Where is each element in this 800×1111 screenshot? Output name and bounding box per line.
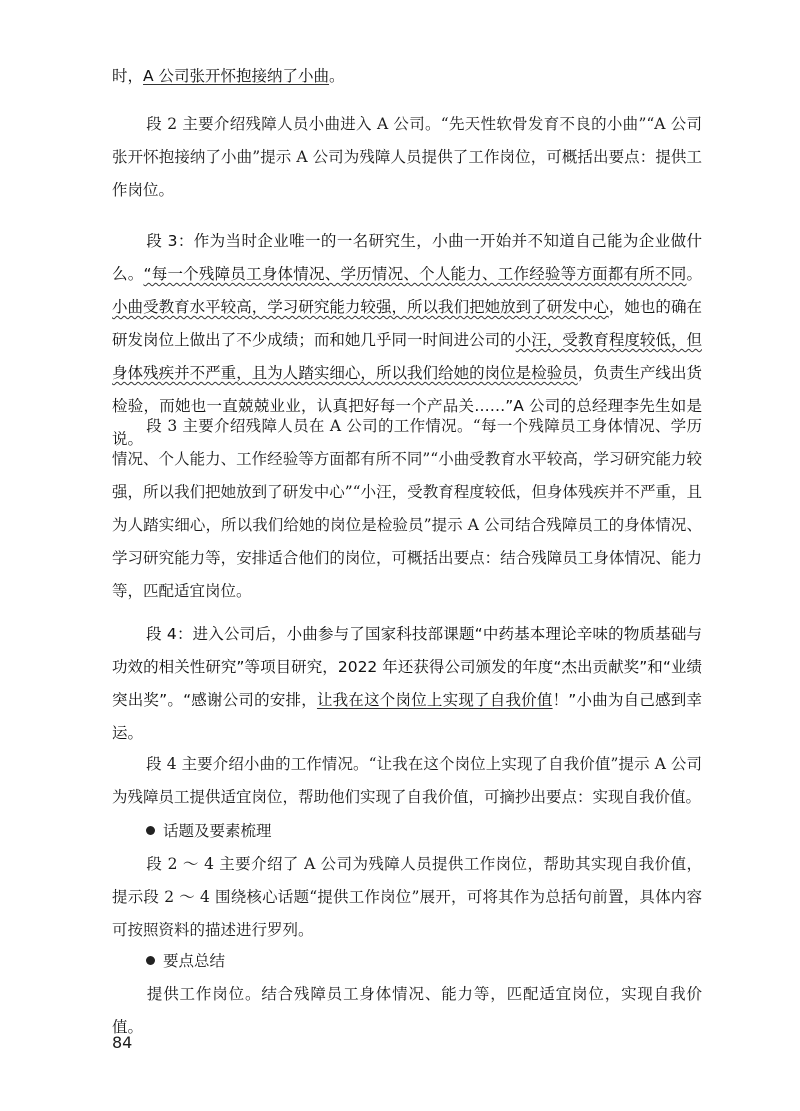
heading-text: 要点总结: [163, 952, 226, 970]
section-heading-summary: [146, 945, 225, 978]
excerpt-text: ！”小曲为自己感到幸运。: [112, 691, 702, 742]
heading-text: 话题及要素梳理: [163, 822, 272, 840]
excerpt-paragraph-tail: [112, 60, 702, 93]
underlined-text: A 公司张开怀抱接纳了小曲: [143, 67, 330, 85]
underlined-text: 让我在这个岗位上实现了自我价值: [316, 691, 553, 709]
page-number: 84: [112, 1033, 133, 1052]
excerpt-text: 段 4：进入公司后，小曲参与了国家科技部课题“中药基本理论辛味的物质基础与功效的相关性研究”等项目研究，2022 年还获得公司颁发的年度“杰出贡献奖”和“业绩突出奖”。“感谢公司的安排，: [112, 625, 702, 709]
wavy-underlined-text: 小汪，受教育程度较低，但身体残疾并不严重，且为人踏实细心，所以我们给她的岗位是检验员: [112, 331, 702, 382]
topic-paragraph: [112, 848, 702, 947]
summary-text: 提供工作岗位。结合残障员工身体情况、能力等，匹配适宜岗位，实现自我价值。: [112, 985, 702, 1036]
excerpt-text: 段 3：作为当时企业唯一的一名研究生，小曲一开始并不知道自己能为企业做什么。: [112, 232, 702, 283]
excerpt-paragraph-4: [112, 618, 702, 750]
analysis-text: 段 2 ～ 4 主要介绍了 A 公司为残障人员提供工作岗位，帮助其实现自我价值，提示段 2 ～ 4 围绕核心话题“提供工作岗位”展开，可将其作为总括句前置，具体内容可按照资料的描述进行罗列。: [112, 855, 702, 939]
excerpt-text: ，她也的确在研发岗位上做出了不少成绩；而和她几乎同一时间进公司的: [112, 298, 702, 349]
analysis-text: 段 4 主要介绍小曲的工作情况。“让我在这个岗位上实现了自我价值”提示 A 公司为残障员工提供适宜岗位，帮助他们实现了自我价值，可摘抄出要点：实现自我价值。: [112, 755, 702, 806]
bullet-icon: [146, 956, 155, 965]
wavy-underlined-text: “每一个残障员工身体情况、学历情况、个人能力、工作经验等方面都有所不同: [143, 265, 687, 283]
excerpt-text: ，负责生产线出货检验，而她也一直兢兢业业，认真把好每一个产品关……”A 公司的总经理李先生如是说。: [112, 364, 702, 448]
section-heading-topic: [146, 815, 272, 848]
wavy-underlined-text: 小曲受教育水平较高，学习研究能力较强，所以我们把她放到了研发中心: [112, 298, 609, 316]
summary-paragraph: [112, 978, 702, 1044]
analysis-text: 段 2 主要介绍残障人员小曲进入 A 公司。“先天性软骨发育不良的小曲”“A 公司张开怀抱接纳了小曲”提示 A 公司为残障人员提供了工作岗位，可概括出要点：提供工作岗位。: [112, 115, 702, 199]
excerpt-text: 。: [329, 67, 345, 85]
analysis-text: 段 3 主要介绍残障人员在 A 公司的工作情况。“每一个残障员工身体情况、学历情况、个人能力、工作经验等方面都有所不同”“小曲受教育水平较高，学习研究能力较强，所以我们把她放到了研发中心”“小汪，受教育程度较低，但身体残疾并不严重，且为人踏实细心，所以我们给她的岗位是检验员”提示 A 公司结合残障员工的身体情况、学习研究能力等，安排适合他们的岗位，可概括出要点：结合残障员工身体情况、能力等，匹配适宜岗位。: [112, 417, 702, 600]
analysis-paragraph-4: [112, 748, 702, 814]
bullet-icon: [146, 826, 155, 835]
analysis-paragraph-2: [112, 108, 702, 207]
excerpt-text: 。: [686, 265, 702, 283]
analysis-paragraph-3: [112, 410, 702, 608]
excerpt-text: 时，: [112, 67, 144, 85]
